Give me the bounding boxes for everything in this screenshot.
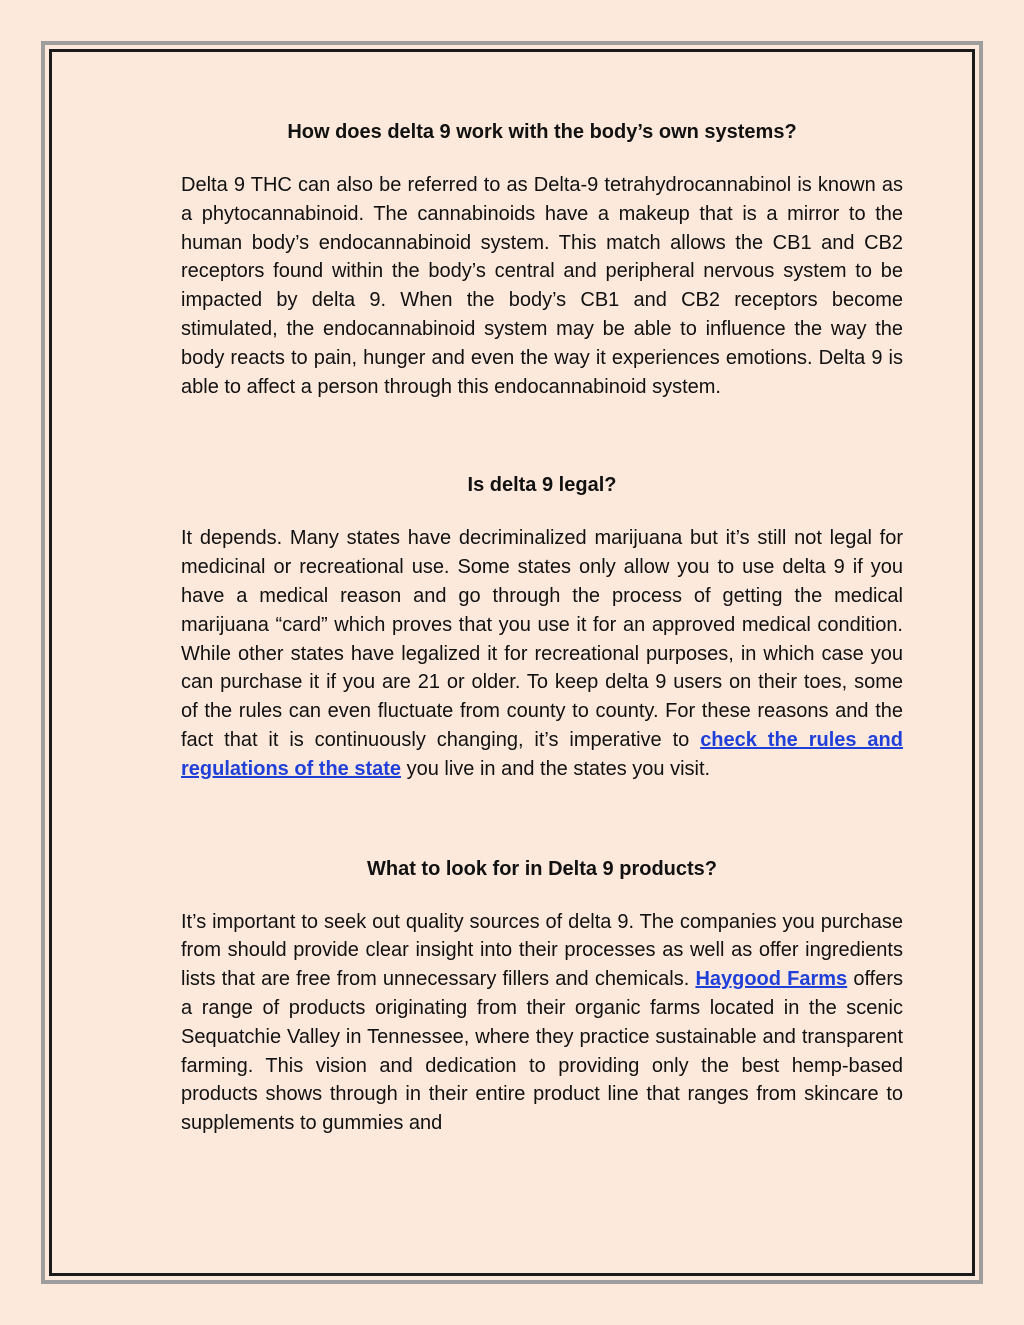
paragraph-text: It depends. Many states have decriminalized marijuana but it’s still not legal for medicinal or recreational use. Some states only allow you to use delta 9 if you have a medical reason and go through the process of getting the medical marijuana “card” which proves that you use it for an approved medical condition. While other states have legalized it for recreational purposes, in which case you can purchase it if you are 21 or older. To keep delta 9 users on their toes, some of the rules can even fluctuate from county to county. For these reasons and the fact that it is continuously changing, it’s imperative to	[181, 527, 903, 751]
paragraph-text: It’s important to seek out quality sources of delta 9. The companies you purchase from should provide clear insight into their processes as well as offer ingredients lists that are free from unnecessary fillers and chemicals.	[181, 910, 903, 991]
section-spacer	[181, 401, 903, 471]
section-heading-what-to-look-for: What to look for in Delta 9 products?	[367, 857, 717, 880]
section-heading-is-delta-9-legal: Is delta 9 legal?	[467, 474, 617, 497]
section-paragraph-what-to-look-for	[181, 908, 903, 1138]
document-content	[181, 118, 903, 1138]
section-paragraph-is-delta-9-legal	[181, 524, 903, 783]
haygood-farms-link[interactable]: Haygood Farms	[695, 968, 848, 991]
paragraph-text: offers a range of products originating from their organic farms located in the scenic Sequatchie Valley in Tennessee, where they practice sustainable and transparent farming. This vision and dedication to providing only the best hemp-based products shows through in their entire product line that ranges from skincare to supplements to gummies and	[181, 968, 903, 1135]
section-paragraph-how-delta-9-works: Delta 9 THC can also be referred to as Delta-9 tetrahydrocannabinol is known as a phytocannabinoid. The cannabinoids have a makeup that is a mirror to the human body’s endocannabinoid system. This match allows the CB1 and CB2 receptors found within the body’s central and peripheral nervous system to be impacted by delta 9. When the body’s CB1 and CB2 receptors become stimulated, the endocannabinoid system may be able to influence the way the body reacts to pain, hunger and even the way it experiences emotions. Delta 9 is able to affect a person through this endocannabinoid system.	[181, 174, 903, 398]
paragraph-text: you live in and the states you visit.	[401, 757, 711, 780]
section-spacer	[181, 784, 903, 855]
section-heading-how-delta-9-works: How does delta 9 work with the body’s own systems?	[287, 121, 797, 143]
state-rules-link[interactable]: check the rules and regulations of the state	[181, 728, 903, 780]
